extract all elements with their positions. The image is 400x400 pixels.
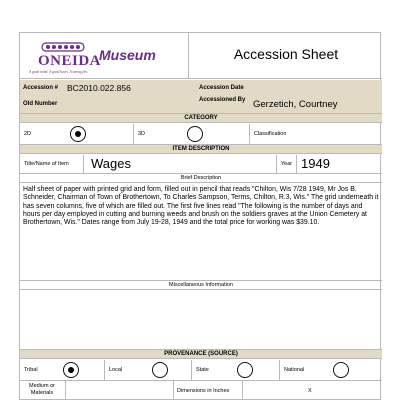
brief-description-text: Half sheet of paper with printed grid and form, filled out in pencil that reads "Chilton, Wis 7/28 1949, Mr Jos B. Schneider, Chairman of Town of Brothertown, To Charles Sampson, Terms, Chilton, R.3, Wis." The grid underneath it has seven columns, five of which are filled out. The first five lines read "The following is the number of days and hours per day employed in cutting and burning weeds and brush on the soldiers graves at the Union Cemetery at Brothertown, Wis." Dates range from July 19-28, 1949 and the total price for working was $39.10. [23,186,379,227]
provenance-local-radio[interactable] [152,362,168,378]
misc-information-area[interactable] [20,290,382,350]
accessioned-by-field[interactable]: Gerzetich, Courtney [253,99,338,110]
accession-number-field[interactable]: BC2010.022.856 [67,83,131,93]
accession-info-band [20,80,382,114]
category-3d-radio[interactable] [187,126,203,142]
misc-information-label: Miscellaneous Information [169,282,233,288]
accession-date-label: Accession Date [199,85,244,91]
provenance-local-label: Local [109,367,123,373]
title-name-label: Title/Name of Item [24,161,69,167]
divider [276,155,277,173]
item-description-heading: ITEM DESCRIPTION [20,145,382,154]
brief-description-label: Brief Description [180,175,222,181]
logo-tagline: A good mind. A good heart. A strong fire. [29,70,89,74]
divider [133,124,134,144]
divider [242,381,243,400]
year-field[interactable]: 1949 [301,156,330,171]
accessioned-by-label: Accessioned By [199,97,246,103]
category-2d-radio[interactable] [70,126,86,142]
museum-label: Museum [99,47,156,63]
category-option-3d-label: 3D [138,131,146,137]
misc-caption-row [20,280,382,290]
divider [65,381,66,400]
provenance-tribal-radio[interactable] [63,362,79,378]
category-option-2d-label: 2D [24,131,32,137]
accession-number-label: Accession # [23,85,59,91]
provenance-tribal-label: Tribal [24,367,38,373]
classification-label: Classification [254,131,287,137]
medium-materials-label: Medium or Materials [29,383,55,396]
item-title-field[interactable]: Wages [91,156,131,171]
divider [296,155,297,173]
provenance-national-radio[interactable] [333,362,349,378]
accession-sheet [19,32,381,400]
radio-selected-dot [68,367,74,373]
dimensions-x-separator: X [308,388,312,394]
provenance-state-label: State [196,367,209,373]
category-row [20,124,382,145]
category-heading: CATEGORY [20,114,382,123]
divider [279,360,280,380]
provenance-state-radio[interactable] [237,362,253,378]
old-number-label: Old Number [23,101,58,107]
divider [191,360,192,380]
item-title-row [20,155,382,174]
dimensions-label: Dimensions in Inches [177,388,230,394]
divider [83,155,84,173]
radio-selected-dot [75,131,81,137]
year-label: Year [281,161,293,167]
logo-wordmark: ONEIDA [38,53,102,69]
wampum-belt-icon [41,41,85,53]
provenance-row [20,360,382,381]
divider [173,381,174,400]
title-cell [188,33,382,79]
medium-dimensions-row [20,381,382,400]
sheet-header [20,33,382,79]
divider [104,360,105,380]
provenance-national-label: National [284,367,305,373]
divider [249,124,250,144]
page-title: Accession Sheet [233,46,339,62]
brief-description-caption-row [20,174,382,183]
provenance-heading: PROVENANCE (SOURCE) [20,350,382,359]
